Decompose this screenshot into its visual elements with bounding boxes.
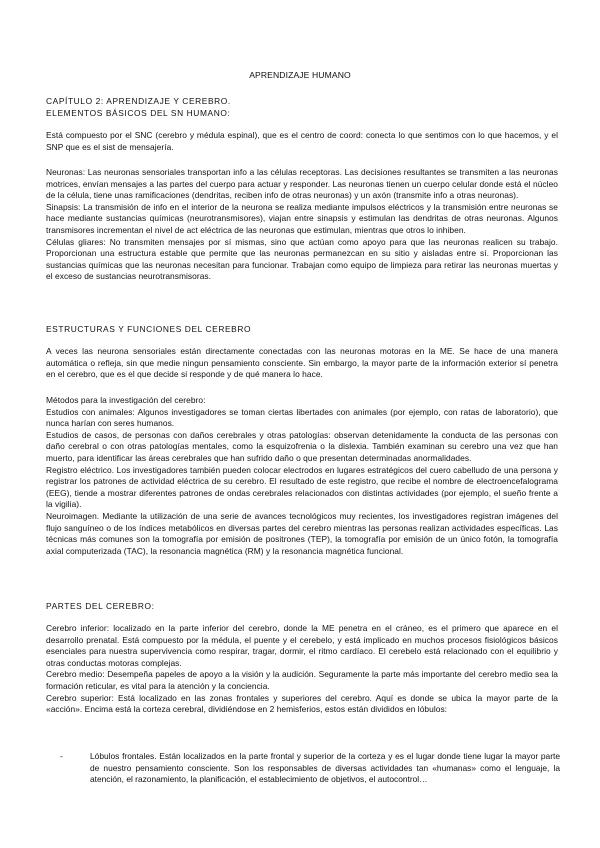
metodo-registro: Registro eléctrico. Los investigadores también pueden colocar electrodos en lugares estratégicos del cuero cabelludo de una persona y registrar los patrones de actividad eléctrica de su cerebro. El resultado de este registro, que recibe el nombre de electroencefalograma (EEG), tiende a mostrar diferentes patrones de ondas cerebrales relacionados con distintas actividades (por ejemplo, el sueño frente a la vigilia).: [46, 464, 558, 510]
partes-section: [46, 623, 558, 716]
chapter-heading: CAPÍTULO 2: APRENDIZAJE Y CEREBRO.: [46, 96, 231, 106]
partes-heading: PARTES DEL CEREBRO:: [46, 601, 155, 611]
intro-paragraph: [46, 130, 558, 153]
metodos-heading: Métodos para la investigación del cerebro:: [46, 395, 206, 405]
metodo-casos: Estudios de casos, de personas con daños cerebrales y otras patologías: observan detenidamente la conducta de las personas con daño cerebral o con otras patologías mentales, como la esquizofrenia o la dislexia. También examinan su cerebro una vez que han muerto, para identificar las áreas cerebrales que han sufrido daño o que presentan determinadas anormalidades.: [46, 429, 558, 463]
metodo-neuroimagen: Neuroimagen. Mediante la utilización de una serie de avances tecnológicos muy recientes, los investigadores registran imágenes del flujo sanguíneo o de los índices metabólicos en diversas partes del cerebro mientras las personas realizan actividades específicas. Las técnicas más comunes son la tomografía por emisión de positrones (TEP), la tomografía por emisión de un único fotón, la tomografía axial computerizada (TAC), la resonancia magnética (RM) y la resonancia magnética funcional.: [46, 510, 558, 556]
lobulos-frontales: Lóbulos frontales. Están localizados en la parte frontal y superior de la corteza y es el lugar donde tiene lugar la mayor parte de nuestro pensamiento consciente. Son los responsables de diversas actividades tan «humanas» como el lenguaje, la atención, el razonamiento, la planificación, el establecimiento de objetivos, el autocontrol…: [90, 751, 560, 785]
cerebro-superior: Cerebro superior: Está localizado en las zonas frontales y superiores del cerebro. Aquí es donde se ubica la mayor parte de la «acción». Encima está la corteza cerebral, dividiéndose en 2 hemisferios, estos están divididos en lóbulos:: [46, 692, 558, 715]
gliares-paragraph: Células gliares: No transmiten mensajes por sí mismas, sino que actúan como apoyo para que las neuronas realicen su trabajo. Proporcionan una estructura estable que permite que las neuronas permanezcan en su sitio y aisladas entre sí. Proporcionan las sustancias químicas que las neuronas necesitan para funcionar. Trabajan como equipo de limpieza para retirar las neuronas muertas y el exceso de sustancias neurotransmisoras.: [46, 236, 558, 282]
neuronas-section: [46, 167, 558, 283]
neuronas-paragraph: Neuronas: Las neuronas sensoriales transportan info a las células receptoras. Las decisiones resultantes se transmiten a las neuronas motrices, envían mensajes a las partes del cuerpo para actuar y responder. Las neuronas tienen un cuerpo celular donde está el núcleo de la célula, tiene unas ramificaciones (dendritas, reciben info de otras neuronas) y un axón (transmite info a otras neuronas).: [46, 167, 558, 201]
bullet-marker: -: [60, 751, 63, 761]
cerebro-inferior: Cerebro inferior: localizado en la parte inferior del cerebro, donde la ME penetra en el cráneo, es el primero que aparece en el desarrollo prenatal. Está compuesto por la médula, el puente y el cerebelo, y está implicado en muchos procesos fisiológicos básicos esenciales para nuestra supervivencia como respirar, tragar, dormir, el ritmo cardíaco. El cerebelo está relacionado con el equilibrio y otras conductas motoras complejas.: [46, 623, 558, 668]
metodos-section: [46, 395, 558, 557]
cerebro-medio: Cerebro medio: Desempeña papeles de apoyo a la visión y la audición. Seguramente la parte más importante del cerebro medio sea la formación reticular, es vital para la atención y la conciencia.: [46, 669, 558, 691]
estructuras-text: A veces las neurona sensoriales están directamente conectadas con las neuronas motoras en la ME. Se hace de una manera automática o refleja, sin que medie ningun pensamiento consciente. Sin embargo, la mayor parte de la información exterior sí penetra en el cerebro, que es el que decide si responde y de qué manera lo hace.: [46, 346, 558, 380]
metodo-animales: Estudios con animales: Algunos investigadores se toman ciertas libertades con animales (por ejemplo, con ratas de laboratorio), que nunca harían con seres humanos.: [46, 406, 558, 429]
estructuras-heading: ESTRUCTURAS Y FUNCIONES DEL CEREBRO: [46, 324, 252, 334]
chapter-subheading: ELEMENTOS BÁSICOS DEL SN HUMANO:: [46, 108, 231, 118]
estructuras-paragraph: [46, 346, 558, 381]
document-title: APRENDIZAJE HUMANO: [249, 70, 351, 80]
intro-text: Está compuesto por el SNC (cerebro y médula espinal), que es el centro de coord: conecta lo que sentimos con lo que hacemos, y el SNP que es el sist de mensajería.: [46, 130, 558, 152]
lobulos-bullet: [60, 751, 560, 786]
sinapsis-paragraph: Sinapsis: La transmisión de info en el interior de la neurona se realiza mediante impulsos eléctricos y la transmisión entre neuronas se hace mediante sustancias químicas (neurotransmisores), viajan entre sinapsis y estimulan las dendritas de otras neuronas. Algunos transmisores incrementan el nivel de act eléctrica de las neuronas que estimulan, mientras que otros lo inhiben.: [46, 201, 558, 235]
